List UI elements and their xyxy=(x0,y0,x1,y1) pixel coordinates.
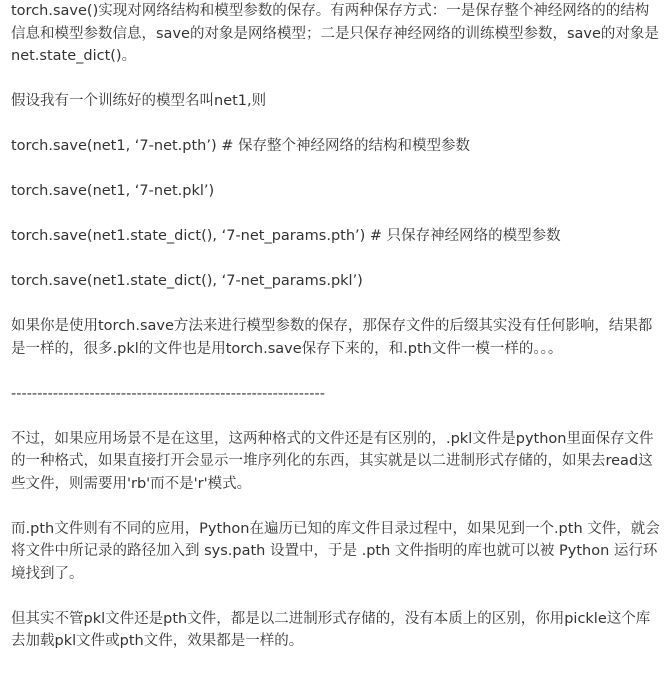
dashed-divider: ------------------------------------------------------------ xyxy=(11,385,325,402)
model-assumption-paragraph: 假设我有一个训练好的模型名叫net1,则 xyxy=(11,93,267,109)
suffix-note-paragraph: 如果你是使用torch.save方法来进行模型参数的保存，那保存文件的后缀其实没有任何影响，结果都是一样的，很多.pkl的文件也是用torch.save保存下来的，和.pth文件一模一样的。。。 xyxy=(11,318,653,357)
code-line-save-params-pkl: torch.save(net1.state_dict(), ‘7-net_params.pkl’) xyxy=(11,273,363,289)
code-line-save-full-pkl: torch.save(net1, ‘7-net.pkl’) xyxy=(11,183,215,199)
pkl-format-paragraph: 不过，如果应用场景不是在这里，这两种格式的文件还是有区别的，.pkl文件是python里面保存文件的一种格式，如果直接打开会显示一堆序列化的东西，其实就是以二进制形式存储的，如果去read这些文件，则需要用'rb'而不是'r'模式。 xyxy=(11,430,654,492)
code-line-save-full-pth: torch.save(net1, ‘7-net.pth’) # 保存整个神经网络的结构和模型参数 xyxy=(11,138,470,154)
intro-paragraph: torch.save()实现对网络结构和模型参数的保存。有两种保存方式：一是保存整个神经网络的的结构信息和模型参数信息，save的对象是网络模型；二是只保存神经网络的训练模型参数，save的对象是net.state_dict()。 xyxy=(11,3,659,64)
pth-format-paragraph: 而.pth文件则有不同的应用，Python在遍历已知的库文件目录过程中，如果见到一个.pth 文件，就会将文件中所记录的路径加入到 sys.path 设置中，于是 .pth 文件指明的库也就可以被 Python 运行环境找到了。 xyxy=(11,520,660,582)
code-line-save-params-pth: torch.save(net1.state_dict(), ‘7-net_params.pth’) # 只保存神经网络的模型参数 xyxy=(11,228,561,244)
conclusion-paragraph: 但其实不管pkl文件还是pth文件，都是以二进制形式存储的，没有本质上的区别，你用pickle这个库去加载pkl文件或pth文件，效果都是一样的。 xyxy=(11,610,651,649)
article-body xyxy=(11,0,663,653)
